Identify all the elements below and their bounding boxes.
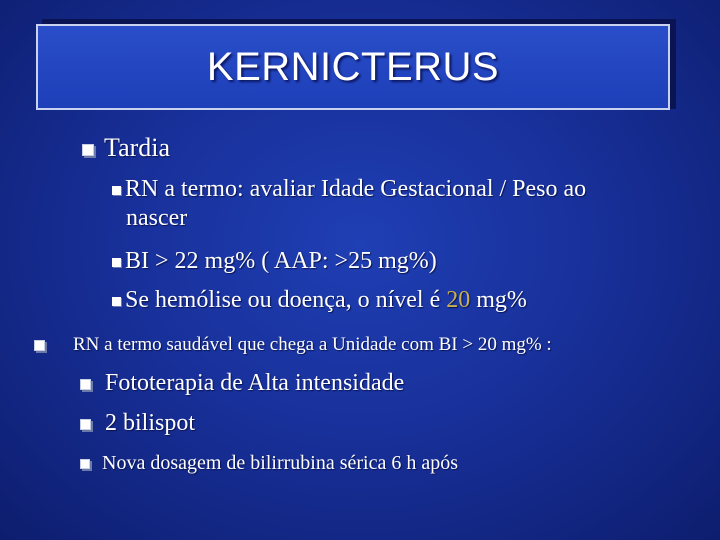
bullet-text: Se hemólise ou doença, o nível é (125, 287, 447, 313)
bullet-text: nascer (126, 205, 188, 231)
bullet-text: 2 bilispot (105, 410, 196, 436)
sub-bullet-continuation (126, 204, 187, 232)
slide-title: KERNICTERUS (206, 44, 500, 89)
bullet-text: Tardia (104, 133, 171, 162)
sub-bullet-bi (112, 247, 437, 275)
checkbox-bullet-icon (82, 144, 94, 156)
square-bullet-icon (112, 186, 121, 195)
title-box (36, 24, 670, 110)
square-bullet-icon (112, 258, 121, 267)
bullet-text: RN a termo: avaliar Idade Gestacional / Peso ao (125, 176, 587, 202)
square-bullet-icon (112, 297, 121, 306)
bullet-text: Nova dosagem de bilirrubina sérica 6 h após (102, 452, 459, 474)
bullet-text-unit: mg% (470, 287, 527, 313)
bullet-text: RN a termo saudável que chega a Unidade com BI > 20 mg% : (73, 334, 552, 355)
bullet-tardia (82, 133, 170, 163)
bullet-nova-dosagem (80, 451, 458, 475)
bullet-bilispot (80, 409, 195, 437)
checkbox-bullet-icon (80, 419, 91, 430)
bullet-rn-saudavel (34, 333, 552, 357)
bullet-text: Fototerapia de Alta intensidade (105, 370, 405, 396)
sub-bullet-hemolise (112, 286, 527, 314)
checkbox-bullet-icon (80, 459, 90, 469)
sub-bullet-rn-termo (112, 175, 586, 203)
checkbox-bullet-icon (34, 340, 45, 351)
bullet-fototerapia (80, 369, 404, 397)
bullet-text: BI > 22 mg% ( AAP: >25 mg%) (125, 248, 437, 274)
highlight-value: 20 (446, 287, 471, 313)
checkbox-bullet-icon (80, 379, 91, 390)
